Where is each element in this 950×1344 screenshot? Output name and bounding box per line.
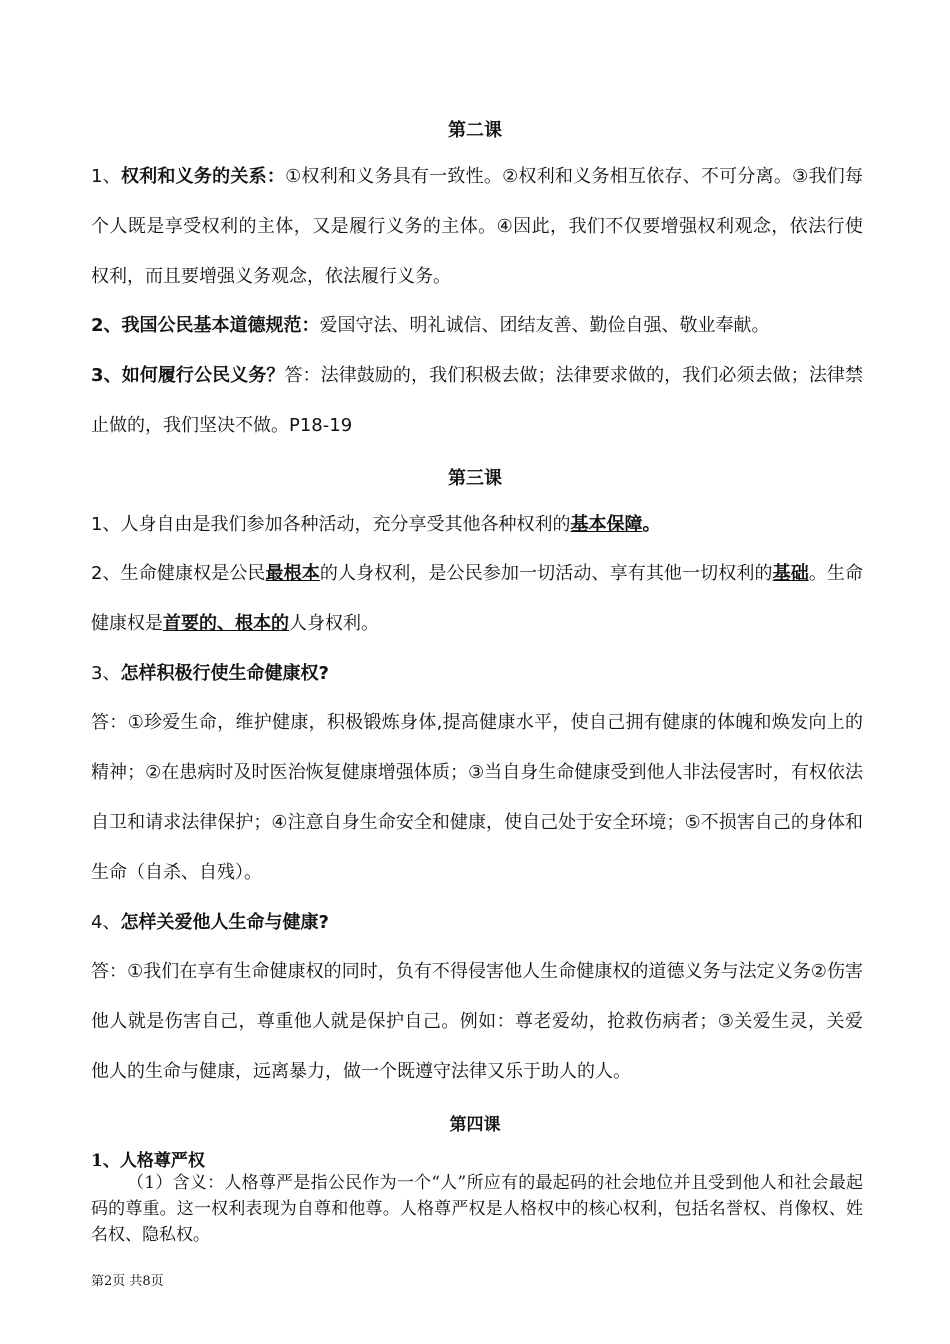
lesson3-para-1 (91, 500, 863, 550)
lesson4-title: 1、人格尊严权 (91, 1151, 205, 1171)
lesson3-para-1-underline: 基本保障 (570, 514, 643, 535)
lesson2-heading: 第二课 (448, 120, 502, 141)
lesson3-para-1-end: 。 (642, 514, 661, 535)
lesson3-para-1-text: 1、人身自由是我们参加各种活动，充分享受其他各种权利的 (91, 514, 571, 535)
lesson2-para-3-bold: 3、如何履行公民义务？ (91, 365, 285, 386)
lesson2-para-1 (91, 152, 863, 302)
lesson3-para-2-underline-1: 最根本 (265, 563, 320, 584)
lesson2-para-1-bold: 权利和义务的关系： (120, 166, 286, 187)
lesson3-heading: 第三课 (448, 468, 502, 489)
lesson3-para-2-b: 的人身权利，是公民参加一切活动、享有其他一切权利的 (319, 563, 773, 584)
lesson3-para-2 (91, 549, 863, 649)
lesson3-para-2-a: 2、生命健康权是公民 (91, 563, 266, 584)
page-footer: 第2页 共8页 (91, 1274, 164, 1289)
lesson3-para-2-d: 人身权利。 (289, 613, 379, 634)
lesson2-para-1-lead: 1、 (91, 166, 121, 187)
lesson3-para-4: 答：①珍爱生命，维护健康，积极锻炼身体,提高健康水平，使自己拥有健康的体魄和焕发向上的精神；②在患病时及时医治恢复健康增强体质；③当自身生命健康受到他人非法侵害时，有权依法自卫和请求法律保护；④注意自身生命安全和健康，使自己处于安全环境；⑤不损害自己的身体和生命（自杀、自残）。 (91, 712, 863, 883)
lesson4-para: （1）含义：人格尊严是指公民作为一个“人”所应有的最起码的社会地位并且受到他人和社会最起码的尊重。这一权利表现为自尊和他尊。人格尊严权是人格权中的核心权利，包括名誉权、肖像权、姓名权、隐私权。 (91, 1173, 863, 1245)
lesson3-para-5-lead: 4、 (91, 912, 121, 933)
lesson3-para-3 (91, 649, 863, 699)
lesson3-para-2-c: 。生命健康权是 (91, 563, 864, 634)
lesson2-para-2 (91, 301, 863, 351)
lesson2-para-2-text: 爱国守法、明礼诚信、团结友善、勤俭自强、敬业奉献。 (319, 315, 770, 336)
lesson3-para-6: 答：①我们在享有生命健康权的同时，负有不得侵害他人生命健康权的道德义务与法定义务②伤害他人就是伤害自己，尊重他人就是保护自己。例如：尊老爱幼，抢救伤病者；③关爱生灵，关爱他人的生命与健康，远离暴力，做一个既遵守法律又乐于助人的人。 (91, 961, 863, 1082)
lesson3-para-3-bold: 怎样积极行使生命健康权? (120, 663, 329, 684)
lesson3-para-2-underline-2: 基础 (772, 563, 809, 584)
lesson3-para-3-lead: 3、 (91, 663, 121, 684)
lesson2-para-3-text: 答：法律鼓励的，我们积极去做；法律要求做的，我们必须去做；法律禁止做的，我们坚决不做。P18-19 (91, 365, 863, 436)
lesson3-para-5-bold: 怎样关爱他人生命与健康? (120, 912, 329, 933)
lesson2-para-3 (91, 351, 863, 451)
lesson3-para-5 (91, 898, 863, 948)
lesson2-para-1-text: ①权利和义务具有一致性。②权利和义务相互依存、不可分离。③我们每个人既是享受权利的主体，又是履行义务的主体。④因此，我们不仅要增强权利观念，依法行使权利，而且要增强义务观念，依法履行义务。 (91, 166, 863, 287)
lesson2-para-2-bold: 2、我国公民基本道德规范： (91, 315, 320, 336)
lesson4-heading: 第四课 (449, 1115, 501, 1135)
lesson3-para-2-underline-3: 首要的、根本的 (163, 613, 289, 634)
